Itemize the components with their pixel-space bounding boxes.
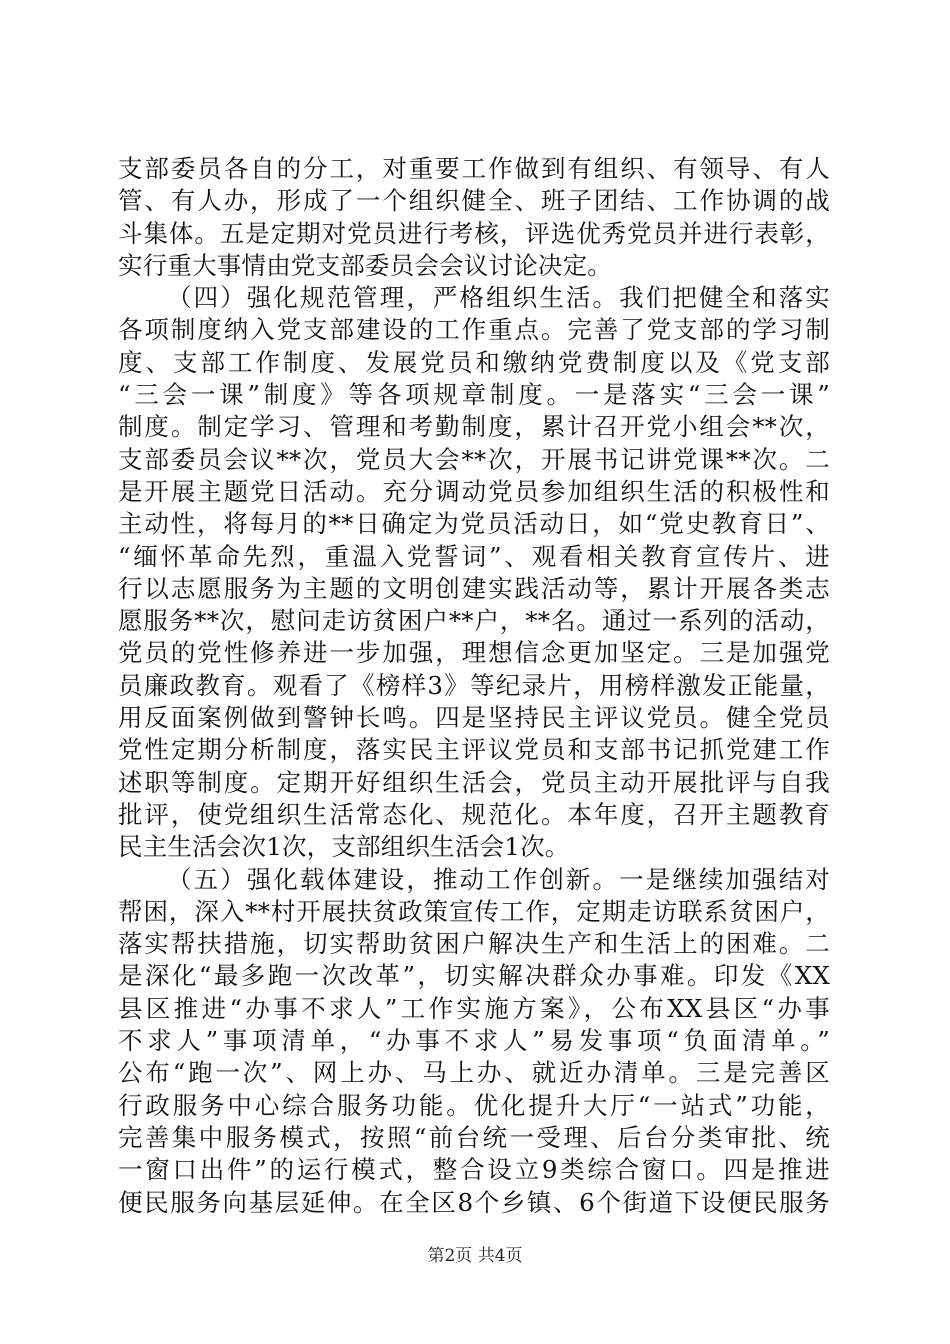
paragraph-heading-5: （五）强化载体建设，推动工作创新。一是继续加强结对 [167, 864, 830, 894]
text-line: 主动性，将每月的**日确定为党员活动日，如“党史教育日”、 [118, 509, 830, 539]
text-line: 党员的党性修养进一步加强，理想信念更加坚定。三是加强党 [118, 638, 830, 668]
text-line: 党性定期分析制度，落实民主评议党员和支部书记抓党建工作 [118, 735, 830, 765]
text-line: 管、有人办，形成了一个组织健全、班子团结、工作协调的战 [118, 186, 830, 216]
text-line: “三会一课”制度》等各项规章制度。一是落实“三会一课” [118, 380, 830, 410]
text-line: 员廉政教育。观看了《榜样3》等纪录片，用榜样激发正能量， [118, 670, 830, 700]
text-line: 各项制度纳入党支部建设的工作重点。完善了党支部的学习制 [118, 315, 830, 345]
text-line: 批评，使党组织生活常态化、规范化。本年度，召开主题教育 [118, 799, 830, 829]
text-line: 公布“跑一次”、网上办、马上办、就近办清单。三是完善区 [118, 1058, 830, 1088]
text-line: 是开展主题党日活动。充分调动党员参加组织生活的积极性和 [118, 476, 830, 506]
text-line: 实行重大事情由党支部委员会会议讨论决定。 [118, 250, 612, 280]
paragraph-heading-4: （四）强化规范管理，严格组织生活。我们把健全和落实 [167, 283, 830, 313]
text-line: 便民服务向基层延伸。在全区8个乡镇、6个街道下设便民服务 [118, 1187, 830, 1217]
text-line: 落实帮扶措施，切实帮助贫困户解决生产和生活上的困难。二 [118, 929, 830, 959]
text-line: 一窗口出件”的运行模式，整合设立9类综合窗口。四是推进 [118, 1155, 830, 1185]
text-line: 制度。制定学习、管理和考勤制度，累计召开党小组会**次， [118, 412, 830, 442]
document-body [118, 153, 830, 1219]
text-line: 述职等制度。定期开好组织生活会，党员主动开展批评与自我 [118, 767, 830, 797]
text-line: 完善集中服务模式，按照“前台统一受理、后台分类审批、统 [118, 1122, 830, 1152]
text-line: 支部委员会议**次，党员大会**次，开展书记讲党课**次。二 [118, 444, 830, 474]
text-line: 斗集体。五是定期对党员进行考核，评选优秀党员并进行表彰， [118, 218, 830, 248]
text-line: “缅怀革命先烈，重温入党誓词”、观看相关教育宣传片、进 [118, 541, 830, 571]
text-line: 县区推进“办事不求人”工作实施方案》，公布XX县区“办事 [118, 993, 830, 1023]
text-line: 是深化“最多跑一次改革”，切实解决群众办事难。印发《XX [118, 961, 830, 991]
text-line: 用反面案例做到警钟长鸣。四是坚持民主评议党员。健全党员 [118, 703, 830, 733]
page-footer [0, 1245, 950, 1267]
text-line: 支部委员各自的分工，对重要工作做到有组织、有领导、有人 [118, 154, 830, 183]
text-line: 行以志愿服务为主题的文明创建实践活动等，累计开展各类志 [118, 573, 830, 603]
text-line: 行政服务中心综合服务功能。优化提升大厅“一站式”功能， [118, 1090, 830, 1120]
page-number: 第2页 共4页 [427, 1246, 523, 1266]
text-line: 愿服务**次，慰问走访贫困户**户，**名。通过一系列的活动， [118, 606, 830, 636]
text-line: 民主生活会次1次，支部组织生活会1次。 [118, 832, 570, 862]
text-line: 度、支部工作制度、发展党员和缴纳党费制度以及《党支部 [118, 347, 830, 377]
text-line: 不求人”事项清单，“办事不求人”易发事项“负面清单。” [118, 1026, 830, 1056]
text-line: 帮困，深入**村开展扶贫政策宣传工作，定期走访联系贫困户， [118, 896, 830, 926]
